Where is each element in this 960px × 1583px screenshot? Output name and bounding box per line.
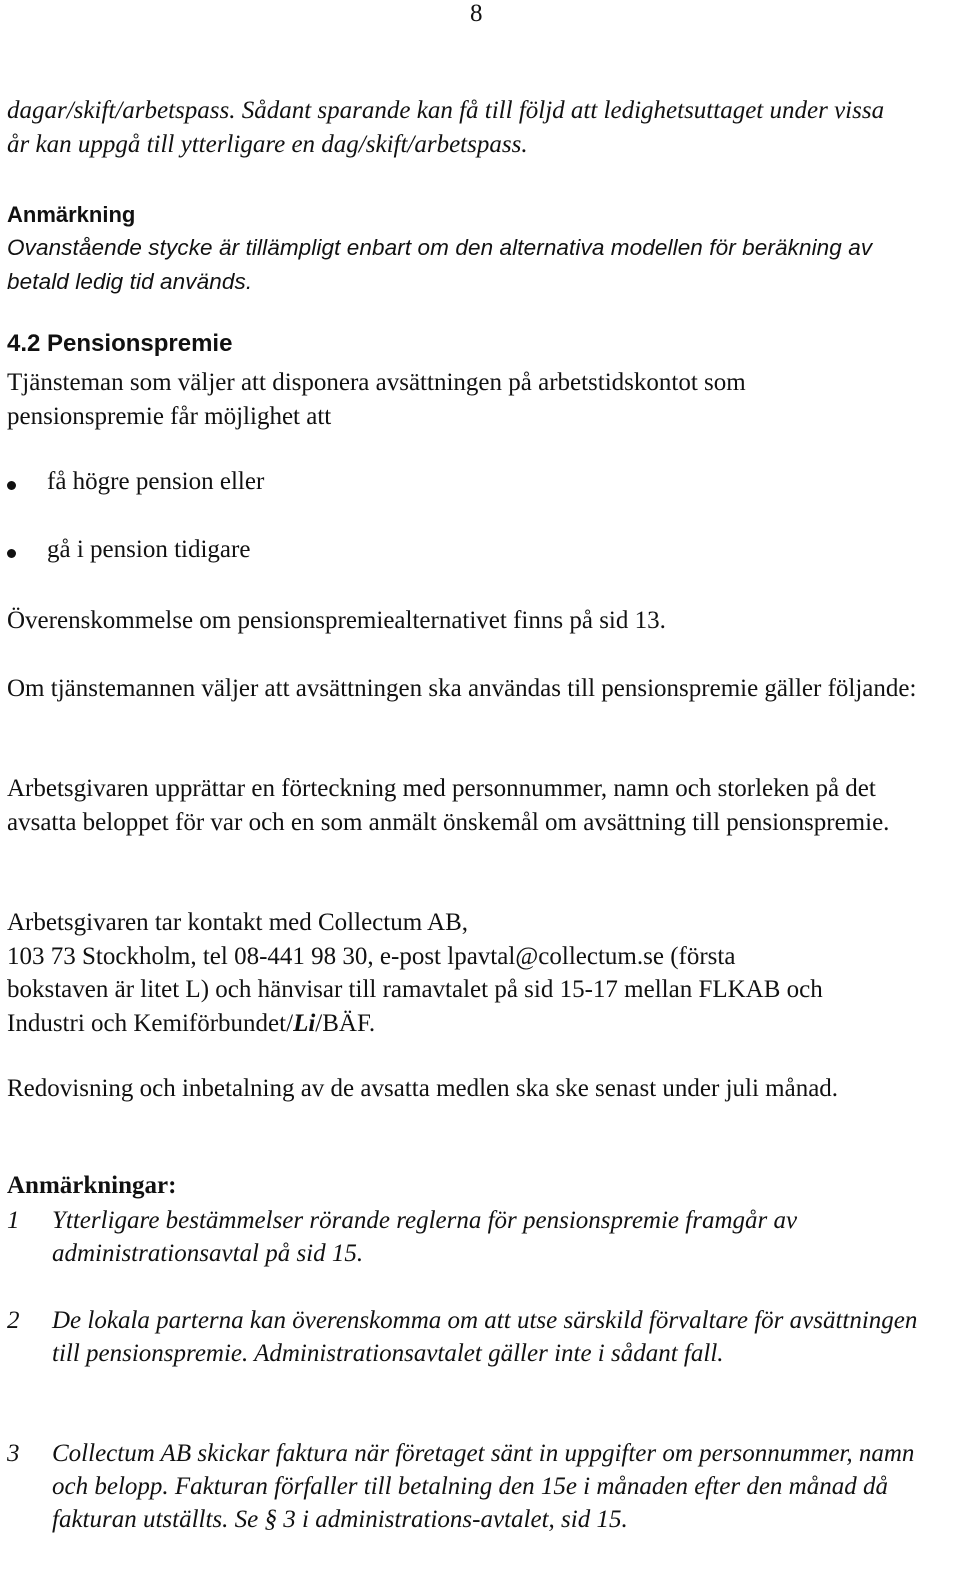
contact-line: 103 73 Stockholm, tel 08-441 98 30, e-post lpavtal@collectum.se (första	[7, 942, 736, 970]
remark-text: De lokala parterna kan överenskomma om att utse särskild förvaltare för avsättningen till pensionspremie. Administrationsavtalet gäller inte i sådant fall.	[52, 1307, 918, 1367]
reporting-paragraph: Redovisning och inbetalning av de avsatta medlen ska ske senast under juli månad.	[7, 1075, 839, 1102]
page-number: 8	[470, 0, 483, 27]
contact-line: bokstaven är litet L) och hänvisar till ramavtalet på sid 15-17 mellan FLKAB och	[7, 976, 823, 1003]
contact-line: Industri och Kemiförbundet/Li/BÄF.	[7, 1009, 376, 1037]
remark-text: Collectum AB skickar faktura när företaget sänt in uppgifter om personnummer, namn och belopp. Fakturan förfaller till betalning den 15e i månaden efter den månad då fakturan utställts. Se § 3 i administrations-avtalet, sid 15.	[52, 1440, 915, 1533]
note-text: Ovanstående stycke är tillämpligt enbart om den alternativa modellen för beräkning av betald ledig tid används.	[7, 235, 873, 294]
remark-number: 3	[7, 1440, 20, 1467]
bullet-text: gå i pension tidigare	[47, 536, 251, 563]
contact-line: Arbetsgivaren tar kontakt med Collectum AB,	[7, 909, 469, 936]
remark-number: 2	[7, 1307, 20, 1334]
contact-paragraph	[7, 906, 953, 1040]
emphasized-li: Li	[293, 1009, 316, 1037]
note-heading: Anmärkning	[7, 202, 136, 227]
employer-list-paragraph: Arbetsgivaren upprättar en förteckning med personnummer, namn och storleken på det avsatta beloppet för var och en som anmält önskemål om avsättning till pensionspremie.	[7, 775, 890, 836]
agreement-paragraph: Överenskommelse om pensionspremiealternativet finns på sid 13.	[7, 607, 666, 634]
remark-number: 1	[7, 1207, 20, 1234]
note-block	[7, 198, 953, 299]
bullet-dot-icon	[7, 549, 16, 558]
remarks-heading: Anmärkningar:	[7, 1172, 177, 1199]
section-heading: 4.2 Pensionspremie	[7, 330, 233, 357]
bullet-text: få högre pension eller	[47, 468, 265, 495]
bullet-dot-icon	[7, 481, 16, 490]
section-intro: Tjänsteman som väljer att disponera avsättningen på arbetstidskontot som pensionspremie får möjlighet att	[7, 369, 746, 430]
intro-paragraph: dagar/skift/arbetspass. Sådant sparande kan få till följd att ledighetsuttaget under vissa år kan uppgå till ytterligare en dag/skift/arbetspass.	[7, 97, 885, 158]
remark-text: Ytterligare bestämmelser rörande reglerna för pensionspremie framgår av administrationsavtal på sid 15.	[52, 1207, 798, 1267]
choice-paragraph: Om tjänstemannen väljer att avsättningen ska användas till pensionspremie gäller följande:	[7, 675, 917, 702]
